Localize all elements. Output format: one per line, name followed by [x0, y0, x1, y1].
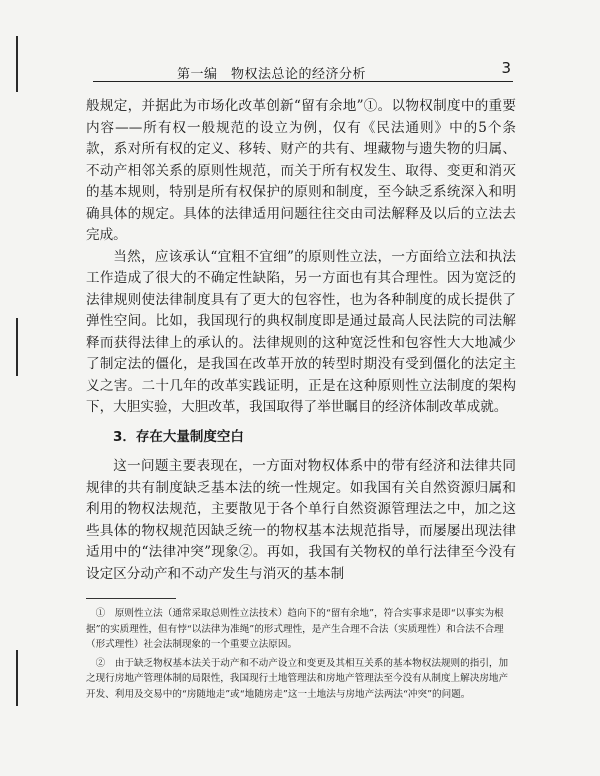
- footnotes: [86, 606, 516, 705]
- running-header: [93, 59, 513, 82]
- page-edge-mark: [16, 36, 18, 92]
- section-heading: 3．存在大量制度空白: [113, 428, 244, 445]
- page-number: 3: [501, 59, 511, 77]
- paragraph: 当然，应该承认“宜粗不宜细”的原则性立法，一方面给立法和执法工作造成了很大的不确定性缺陷，另一方面也有其合理性。因为宽泛的法律规则使法律制度具有了更大的包容性，也为各种制度的成长提供了弹性空间。比如，我国现行的典权制度即是通过最高人民法院的司法解释而获得法律上的承认的。法律规则的这种宽泛性和包容性大大地减少了制定法的僵化，是我国在改革开放的转型时期没有受到僵化的法定主义之害。二十几年的改革实践证明，正是在这种原则性立法制度的架构下，大胆实验，大胆改革，我国取得了举世瞩目的经济体制改革成就。: [86, 248, 516, 415]
- footnote-separator: [86, 598, 176, 599]
- main-text: [86, 96, 516, 585]
- paragraph: 这一问题主要表现在，一方面对物权体系中的带有经济和法律共同规律的共有制度缺乏基本法的统一性规定。如我国有关自然资源归属和利用的物权法规范，主要散见于各个单行自然资源管理法之中，加之这些具体的物权规范因缺乏统一的物权基本法规范指导，而屡屡出现法律适用中的“法律冲突”现象②。再如，我国有关物权的单行法律至今没有设定区分动产和不动产发生与消灭的基本制: [86, 458, 516, 582]
- page-edge-mark: [16, 318, 18, 376]
- chapter-title: 第一编 物权法总论的经济分析: [177, 67, 367, 82]
- footnote-2: ② 由于缺乏物权基本法关于动产和不动产设立和变更及其相互关系的基本物权法规则的指引，加之现行房地产管理体制的局限性，我国现行土地管理法和房地产管理法至今没有从制度上解决房地产开发、利用及交易中的“房随地走”或“地随房走”这一土地法与房地产法两法“冲突”的问题。: [86, 657, 509, 700]
- footnote-1: ① 原则性立法（通常采取总则性立法技术）趋向下的“留有余地”，符合实事求是即“以事实为根据”的实质理性，但有悖“以法律为准绳”的形式理性，是产生合理不合法（实质理性）和合法不合理（形式理性）社会法制现象的一个重要立法原因。: [86, 608, 504, 650]
- page-edge-mark: [16, 650, 18, 706]
- paragraph-continued: 般规定，并据此为市场化改革创新“留有余地”①。以物权制度中的重要内容——所有权一般规范的设立为例，仅有《民法通则》中的5个条款，系对所有权的定义、移转、财产的共有、埋藏物与遗失物的归属、不动产相邻关系的原则性规范，而关于所有权发生、取得、变更和消灭的基本规则，特别是所有权保护的原则和制度，至今缺乏系统深入和明确具体的规定。具体的法律适用问题往往交由司法解释及以后的立法去完成。: [86, 98, 516, 243]
